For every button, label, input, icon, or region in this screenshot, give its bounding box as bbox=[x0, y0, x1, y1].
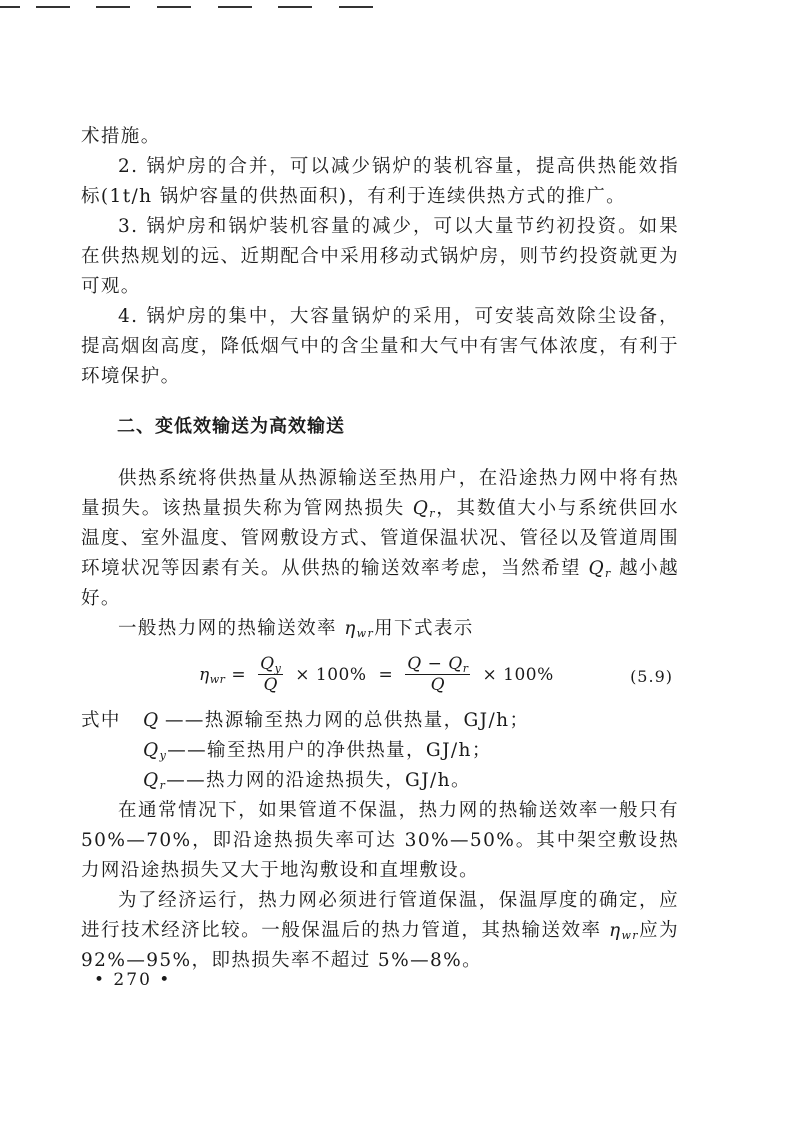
symbol-eta-wr: $\eta_{wr}$ bbox=[344, 618, 375, 640]
times-100-percent: × 100% bbox=[295, 664, 367, 685]
top-rule bbox=[0, 6, 20, 8]
continuation-text: 术措施。 bbox=[81, 126, 161, 147]
paragraph-uninsulated: 在通常情况下，如果管道不保温，热力网的热输送效率一般只有 50%—70%，即沿途热损失率可达 30%—50%。其中架空敷设热力网沿途热损失又大于地沟敷设和直埋敷设。 bbox=[81, 800, 679, 881]
symbol-q-r: $Q_r$ bbox=[588, 558, 612, 580]
page-number: • 270 • bbox=[94, 970, 172, 990]
top-rule bbox=[278, 6, 312, 8]
symbol-eta-wr: $\eta_{wr}$ bbox=[608, 920, 639, 942]
page-body bbox=[81, 122, 679, 976]
paragraph-text: 越小越好。 bbox=[81, 558, 679, 609]
paragraph-text: 供热系统将供热量从热源输送至热用户，在沿途热力网中将有热量损失。该热量损失称为管网热损失 bbox=[81, 468, 679, 519]
symbol-q-r: $Q_r$ bbox=[412, 498, 436, 520]
fraction-q-minus-qr-over-q: $\frac{Q - Q_r}{Q}$ bbox=[407, 654, 469, 695]
top-rule bbox=[218, 6, 252, 8]
symbols-lead: 式中 bbox=[81, 710, 121, 731]
point-3: 3. 锅炉房和锅炉装机容量的减少，可以大量节约初投资。如果在供热规划的远、近期配合中采用移动式锅炉房，则节约投资就更为可观。 bbox=[81, 216, 679, 297]
top-rule bbox=[36, 6, 70, 8]
top-rule bbox=[339, 6, 373, 8]
equation-lhs: $\eta_{wr}$ bbox=[199, 664, 226, 686]
equation-number: (5.9) bbox=[630, 667, 673, 686]
paragraph-efficiency-intro: 一般热力网的热输送效率 $\eta_{wr}$用下式表示 bbox=[118, 618, 474, 640]
symbol-definitions bbox=[81, 706, 679, 796]
times-100-percent: × 100% bbox=[482, 664, 554, 685]
section-heading: 二、变低效输送为高效输送 bbox=[117, 416, 345, 437]
paragraph-heat-loss bbox=[81, 464, 679, 614]
point-4: 4. 锅炉房的集中，大容量锅炉的采用，可安装高效除尘设备，提高烟囱高度，降低烟气中的含尘量和大气中有害气体浓度，有利于环境保护。 bbox=[81, 306, 679, 387]
equals-sign: = bbox=[378, 664, 394, 685]
equation-5-9 bbox=[81, 650, 679, 702]
equals-sign: = bbox=[231, 664, 247, 685]
top-rule bbox=[157, 6, 191, 8]
symbol-definition-row: 式中 Q ——热源输至热力网的总供热量，GJ/h； bbox=[81, 706, 679, 736]
point-2: 2. 锅炉房的合并，可以减少锅炉的装机容量，提高供热能效指标(1t/h 锅炉容量的供热面积)，有利于连续供热方式的推广。 bbox=[81, 156, 679, 207]
fraction-qy-over-q: $\frac{Q_y}{Q}$ bbox=[260, 654, 282, 695]
top-rule bbox=[96, 6, 130, 8]
paragraph-insulation: 为了经济运行，热力网必须进行管道保温，保温厚度的确定，应进行技术经济比较。一般保温后的热力管道，其热输送效率 $\eta_{wr}$应为 92%—95%，即热损失率不超过 5%—8%。 bbox=[81, 890, 679, 971]
paragraph-text: ，其数值大小与系统供回水温度、室外温度、管网敷设方式、管道保温状况、管径以及管道周围环境状况等因素有关。从供热的输送效率考虑，当然希望 bbox=[81, 498, 679, 579]
symbol-definition-row: $Q_y$ ——输至热用户的净供热量，GJ/h； bbox=[143, 740, 492, 762]
symbol-definition-row: $Q_r$ ——热力网的沿途热损失，GJ/h。 bbox=[143, 770, 471, 792]
